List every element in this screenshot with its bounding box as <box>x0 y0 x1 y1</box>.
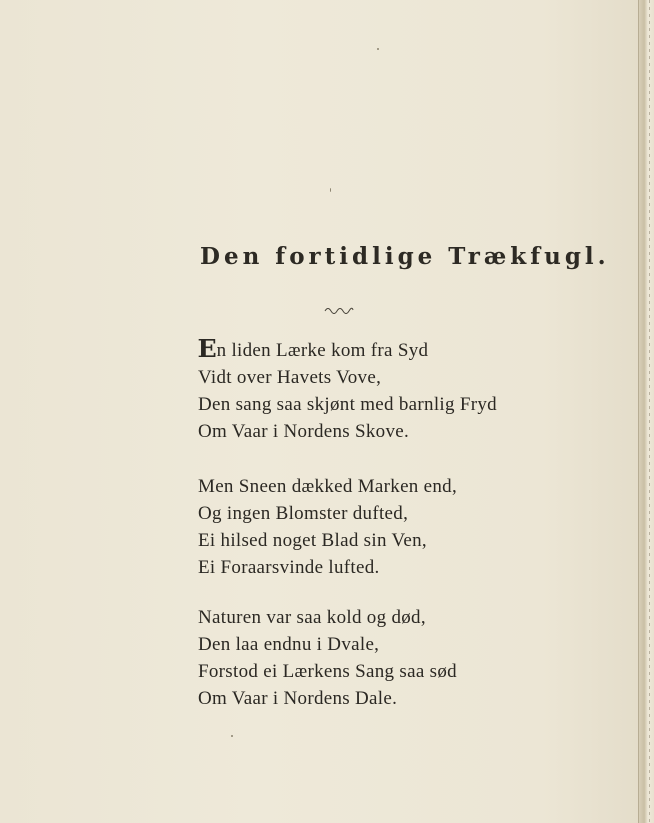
poem-line: Men Sneen dækked Marken end, <box>198 476 458 497</box>
poem-line: Og ingen Blomster dufted, <box>198 503 409 524</box>
poem-line: Ei hilsed noget Blad sin Ven, <box>198 530 427 551</box>
stanza-1 <box>197 334 497 445</box>
stanza-3 <box>198 604 457 712</box>
poem-line: Om Vaar i Nordens Dale. <box>198 688 398 709</box>
wavy-ornament-icon <box>324 305 354 315</box>
poem-line: Vidt over Havets Vove, <box>198 367 382 388</box>
poem-line: Den laa endnu i Dvale, <box>198 634 380 655</box>
poem-line: Ei Foraarsvinde lufted. <box>198 557 380 578</box>
poem-line <box>197 334 497 364</box>
poem-title: Den fortidlige Trækfugl. <box>200 243 610 270</box>
drop-cap: E <box>197 334 218 363</box>
poem-line: Om Vaar i Nordens Skove. <box>198 421 410 442</box>
poem-line: Forstod ei Lærkens Sang saa sød <box>198 661 457 682</box>
paper-speck <box>330 188 331 192</box>
poem-line: Naturen var saa kold og død, <box>198 607 426 628</box>
page-gutter <box>638 0 654 823</box>
paper-speck <box>231 735 233 737</box>
stanza-2 <box>198 473 457 581</box>
poem-line-text: n liden Lærke kom fra Syd <box>216 340 429 361</box>
paper-speck <box>377 48 379 50</box>
poem-line: Den sang saa skjønt med barnlig Fryd <box>198 394 497 415</box>
binding-edge <box>649 0 650 823</box>
